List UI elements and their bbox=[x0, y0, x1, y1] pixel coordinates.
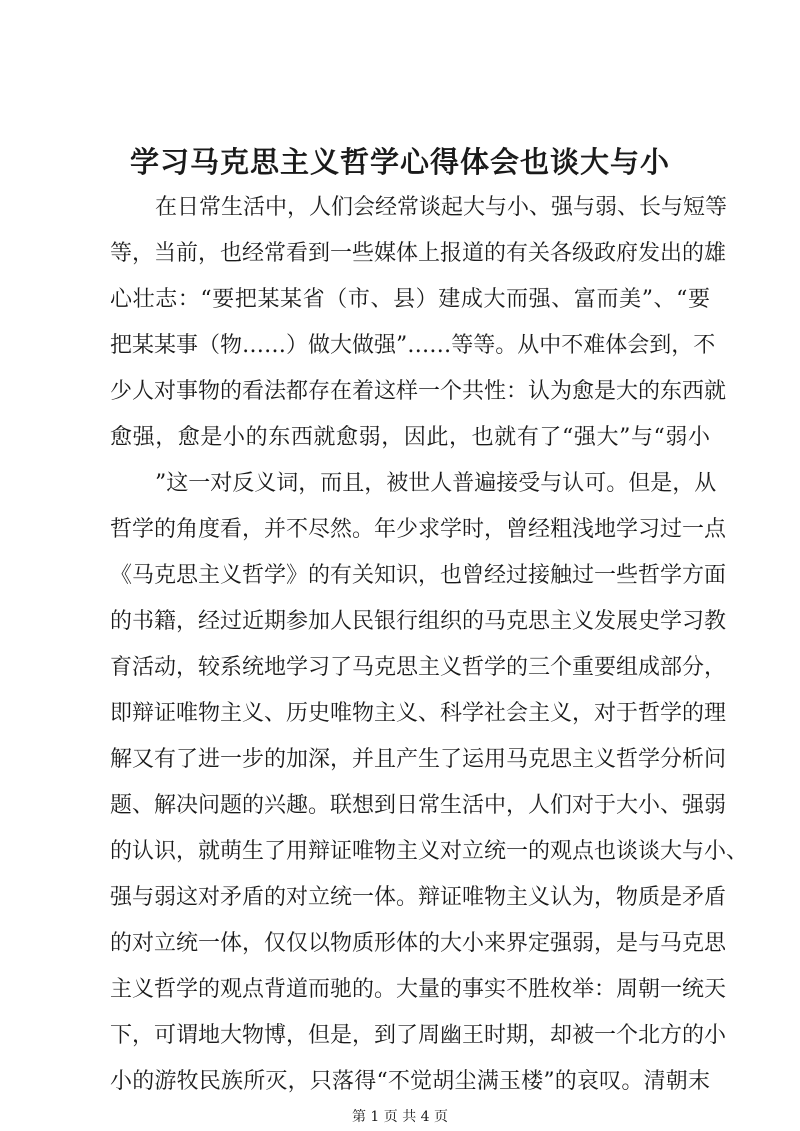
body-line: 少人对事物的看法都存在着这样一个共性：认为愈是大的东西就 bbox=[110, 379, 727, 404]
body-line: 解又有了进一步的加深，并且产生了运用马克思主义哲学分析问 bbox=[110, 747, 727, 772]
body-line: 的对立统一体，仅仅以物质形体的大小来界定强弱，是与马克思 bbox=[110, 931, 727, 956]
body-line: 强与弱这对矛盾的对立统一体。辩证唯物主义认为，物质是矛盾 bbox=[110, 885, 727, 910]
body-line: 等，当前，也经常看到一些媒体上报道的有关各级政府发出的雄 bbox=[110, 241, 727, 266]
body-line: 的书籍，经过近期参加人民银行组织的马克思主义发展史学习教 bbox=[110, 609, 727, 634]
body-line: 心壮志：“要把某某省（市、县）建成大而强、富而美”、“要 bbox=[110, 287, 710, 312]
body-line: ”这一对反义词，而且，被世人普遍接受与认可。但是，从 bbox=[155, 471, 717, 496]
body-line: 愈强，愈是小的东西就愈弱，因此，也就有了“强大”与“弱小 bbox=[110, 425, 710, 450]
body-line: 在日常生活中，人们会经常谈起大与小、强与弱、长与短等 bbox=[155, 195, 728, 220]
page-title: 学习马克思主义哲学心得体会也谈大与小 bbox=[129, 145, 670, 179]
body-line: 题、解决问题的兴趣。联想到日常生活中，人们对于大小、强弱 bbox=[110, 793, 727, 818]
body-line: 小的游牧民族所灭，只落得“不觉胡尘满玉楼”的哀叹。清朝末 bbox=[110, 1069, 710, 1094]
body-line: 下，可谓地大物博，但是，到了周幽王时期，却被一个北方的小 bbox=[110, 1023, 727, 1048]
body-line: 把某某事（物……）做大做强”……等等。从中不难体会到，不 bbox=[110, 333, 716, 358]
page-footer: 第 1 页 共 4 页 bbox=[351, 1109, 449, 1125]
body-line: 育活动，较系统地学习了马克思主义哲学的三个重要组成部分， bbox=[110, 655, 727, 680]
body-line: 即辩证唯物主义、历史唯物主义、科学社会主义，对于哲学的理 bbox=[110, 701, 727, 726]
body-line: 哲学的角度看，并不尽然。年少求学时，曾经粗浅地学习过一点 bbox=[110, 517, 727, 542]
body-line: 的认识，就萌生了用辩证唯物主义对立统一的观点也谈谈大与小、 bbox=[110, 839, 749, 864]
body-line: 主义哲学的观点背道而驰的。大量的事实不胜枚举：周朝一统天 bbox=[110, 977, 727, 1002]
body-line: 《马克思主义哲学》的有关知识，也曾经过接触过一些哲学方面 bbox=[110, 563, 727, 588]
